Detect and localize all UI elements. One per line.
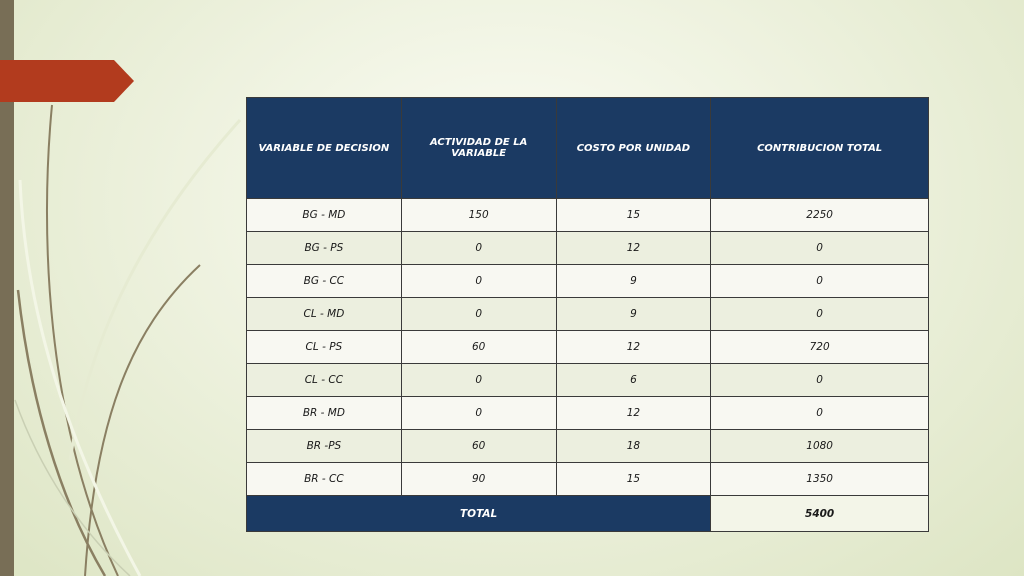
decor-curve-5 xyxy=(20,180,140,576)
cell-contribution: 0 xyxy=(711,397,929,430)
cell-variable: CL - MD xyxy=(247,298,402,331)
table-header xyxy=(247,98,929,199)
cell-unit-cost: 9 xyxy=(556,265,711,298)
total-value: 5400 xyxy=(711,496,929,532)
cell-unit-cost: 15 xyxy=(556,199,711,232)
cell-activity: 90 xyxy=(401,463,556,496)
table-row xyxy=(247,397,929,430)
header-unit-cost: COSTO POR UNIDAD xyxy=(556,98,711,199)
cell-variable: BR - CC xyxy=(247,463,402,496)
table-row xyxy=(247,364,929,397)
cell-variable: BG - CC xyxy=(247,265,402,298)
table-row xyxy=(247,199,929,232)
table-row xyxy=(247,331,929,364)
cell-activity: 0 xyxy=(401,397,556,430)
cell-unit-cost: 15 xyxy=(556,463,711,496)
cell-activity: 150 xyxy=(401,199,556,232)
total-label: TOTAL xyxy=(247,496,711,532)
cell-activity: 60 xyxy=(401,331,556,364)
cell-variable: CL - CC xyxy=(247,364,402,397)
cell-unit-cost: 9 xyxy=(556,298,711,331)
cell-contribution: 2250 xyxy=(711,199,929,232)
cell-unit-cost: 6 xyxy=(556,364,711,397)
header-activity: ACTIVIDAD DE LA VARIABLE xyxy=(401,98,556,199)
cell-unit-cost: 12 xyxy=(556,232,711,265)
table-row xyxy=(247,463,929,496)
cell-contribution: 1080 xyxy=(711,430,929,463)
cell-activity: 60 xyxy=(401,430,556,463)
table-row xyxy=(247,232,929,265)
header-variable-decision: VARIABLE DE DECISION xyxy=(247,98,402,199)
table-row xyxy=(247,298,929,331)
table-row xyxy=(247,430,929,463)
cell-variable: BG - MD xyxy=(247,199,402,232)
decor-curve-4 xyxy=(70,120,240,460)
total-row xyxy=(247,496,929,532)
decor-curve-3 xyxy=(85,265,200,576)
cell-contribution: 1350 xyxy=(711,463,929,496)
cell-variable: BR - MD xyxy=(247,397,402,430)
cell-contribution: 0 xyxy=(711,298,929,331)
cell-variable: BG - PS xyxy=(247,232,402,265)
cell-contribution: 0 xyxy=(711,265,929,298)
cell-activity: 0 xyxy=(401,364,556,397)
cell-contribution: 0 xyxy=(711,232,929,265)
cell-activity: 0 xyxy=(401,265,556,298)
cell-unit-cost: 18 xyxy=(556,430,711,463)
table-row xyxy=(247,265,929,298)
decision-variables-table xyxy=(246,97,929,532)
decor-curve-1 xyxy=(47,105,118,576)
cell-activity: 0 xyxy=(401,298,556,331)
cell-unit-cost: 12 xyxy=(556,331,711,364)
cell-variable: CL - PS xyxy=(247,331,402,364)
cell-contribution: 0 xyxy=(711,364,929,397)
cell-activity: 0 xyxy=(401,232,556,265)
cell-unit-cost: 12 xyxy=(556,397,711,430)
decor-curve-2 xyxy=(18,290,105,576)
header-total-contribution: CONTRIBUCION TOTAL xyxy=(711,98,929,199)
cell-contribution: 720 xyxy=(711,331,929,364)
cell-variable: BR -PS xyxy=(247,430,402,463)
red-arrow-banner xyxy=(0,60,134,102)
